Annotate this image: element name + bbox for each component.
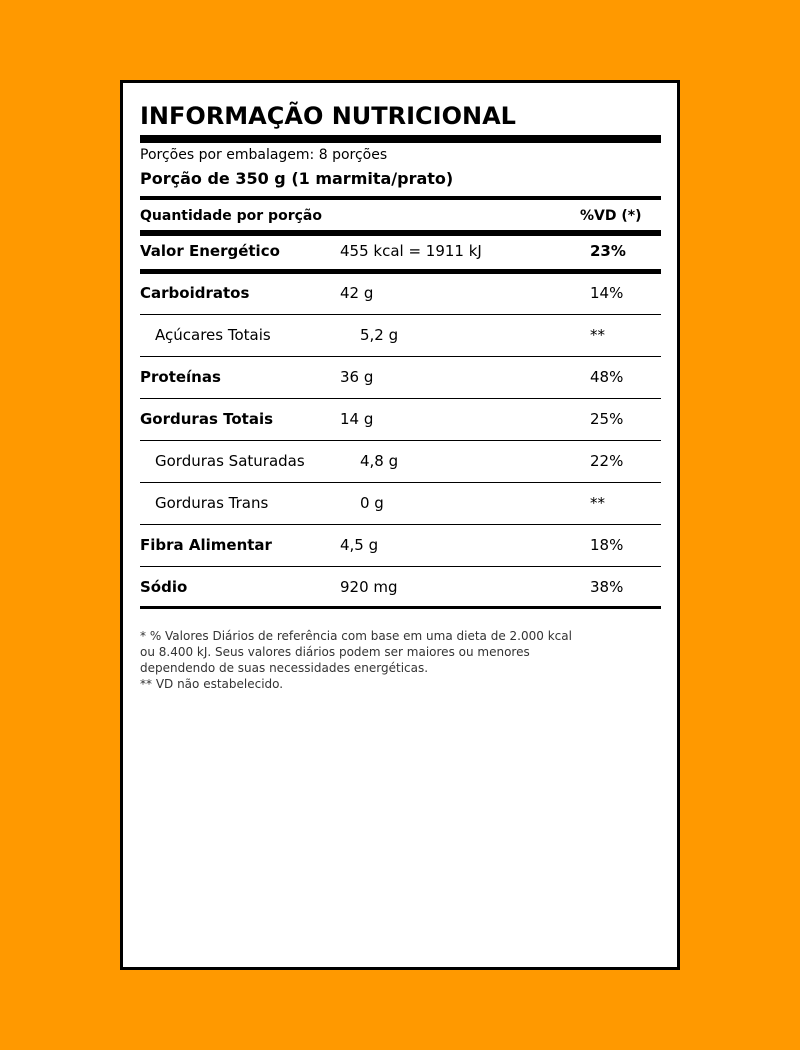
- nutrient-dv: **: [590, 494, 605, 512]
- nutrient-name: Sódio: [140, 578, 188, 596]
- footnote-line: ** VD não estabelecido.: [140, 677, 284, 691]
- nutrient-dv: **: [590, 326, 605, 344]
- nutrient-name: Proteínas: [140, 368, 221, 386]
- nutrient-name: Gorduras Totais: [140, 410, 274, 428]
- nutrient-amount: 36 g: [340, 368, 374, 386]
- nutrient-dv: 25%: [590, 410, 624, 428]
- nutrient-dv: 18%: [590, 536, 624, 554]
- nutrient-dv: 23%: [590, 242, 626, 260]
- nutrient-dv: 38%: [590, 578, 624, 596]
- nutrient-amount: 920 mg: [340, 578, 398, 596]
- nutrient-row: [140, 398, 661, 441]
- footnote-line: dependendo de suas necessidades energéticas.: [140, 661, 429, 675]
- portion-size: Porção de 350 g (1 marmita/prato): [140, 169, 454, 188]
- nutrient-amount: 0 g: [360, 494, 384, 512]
- footnote-line: * % Valores Diários de referência com base em uma dieta de 2.000 kcal: [140, 629, 572, 643]
- nutrient-amount: 5,2 g: [360, 326, 399, 344]
- nutrient-name: Carboidratos: [140, 284, 250, 302]
- nutrient-name: Fibra Alimentar: [140, 536, 272, 554]
- table-bottom-divider: [140, 606, 661, 609]
- nutrient-row: [140, 356, 661, 399]
- nutrient-row: [140, 272, 661, 315]
- nutrient-dv: 48%: [590, 368, 624, 386]
- nutrient-amount: 4,5 g: [340, 536, 379, 554]
- nutrient-row: [140, 524, 661, 567]
- nutrient-name: Açúcares Totais: [155, 326, 271, 344]
- nutrient-name: Gorduras Trans: [155, 494, 269, 512]
- energy-row: [140, 230, 661, 272]
- nutrient-amount: 4,8 g: [360, 452, 399, 470]
- footnote-line: ou 8.400 kJ. Seus valores diários podem ser maiores ou menores: [140, 645, 530, 659]
- nutrient-dv: 22%: [590, 452, 624, 470]
- servings-per-package: Porções por embalagem: 8 porções: [140, 147, 388, 163]
- portion-divider: [140, 196, 661, 200]
- nutrient-row: [140, 314, 661, 357]
- footnote: [140, 628, 661, 692]
- nutrient-amount: 14 g: [340, 410, 374, 428]
- title-divider: [140, 135, 661, 143]
- nutrient-row: [140, 440, 661, 483]
- nutrient-amount: 42 g: [340, 284, 374, 302]
- nutrient-amount: 455 kcal = 1911 kJ: [340, 242, 482, 260]
- nutrient-name: Valor Energético: [140, 242, 280, 260]
- daily-value-header: %VD (*): [580, 208, 642, 224]
- nutrient-name: Gorduras Saturadas: [155, 452, 305, 470]
- amount-per-portion-header: Quantidade por porção: [140, 208, 322, 224]
- nutrient-dv: 14%: [590, 284, 624, 302]
- label-title: INFORMAÇÃO NUTRICIONAL: [140, 102, 516, 130]
- nutrition-facts-label: [120, 80, 680, 970]
- nutrient-row: [140, 566, 661, 608]
- nutrient-row: [140, 482, 661, 525]
